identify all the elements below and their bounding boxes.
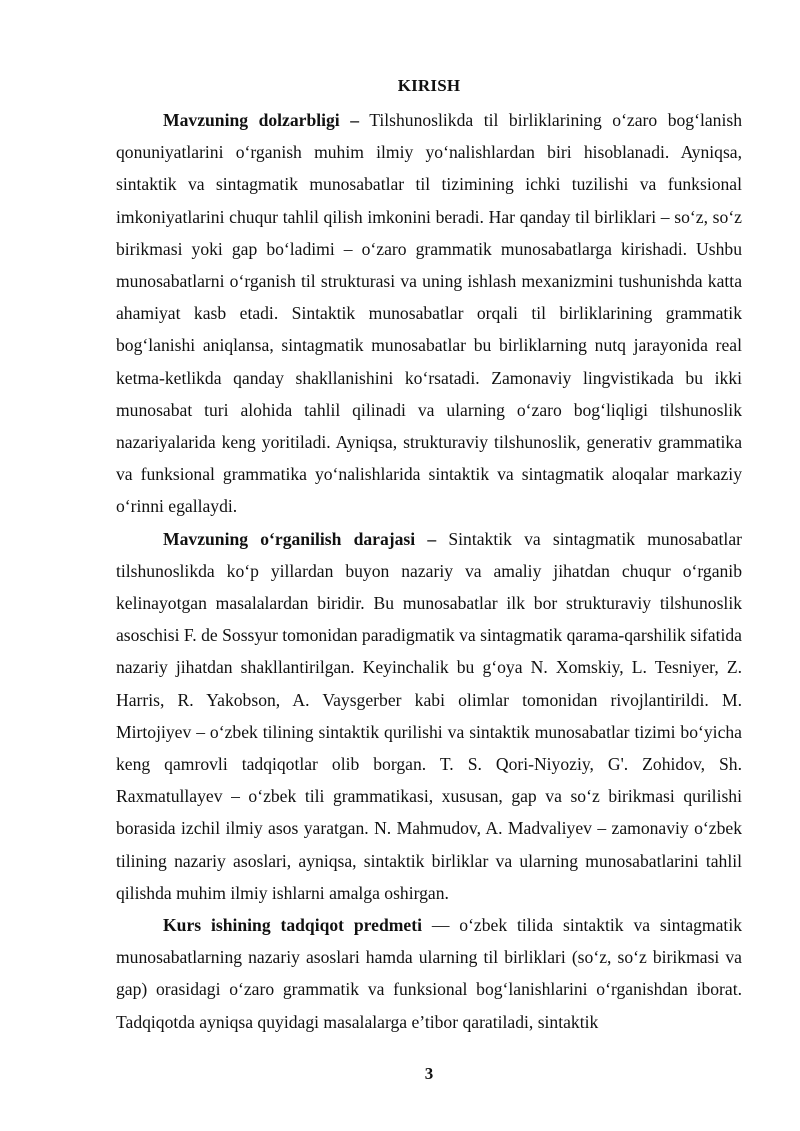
paragraph-research-subject xyxy=(116,909,742,1038)
paragraph-text: Tilshunoslikda til birliklarining o‘zaro bog‘lanish qonuniyatlarini o‘rganish muhim ilmiy yo‘nalishlardan biri hisoblanadi. Ayniqsa, sintaktik va sintagmatik munosabatlar til tizimining ichki tuzilishi va funksional imkoniyatlarini chuqur tahlil qilish imkonini beradi. Har qanday til birliklari – so‘z, so‘z birikmasi yoki gap bo‘ladimi – o‘zaro grammatik munosabatlarga kirishadi. Ushbu munosabatlarni o‘rganish til strukturasi va uning ishlash mexanizmini tushunishda katta ahamiyat kasb etadi. Sintaktik munosabatlar orqali til birliklarining grammatik bog‘lanishi aniqlansa, sintagmatik munosabatlar bu birliklarning nutq jarayonida real ketma-ketlikda qanday shakllanishini ko‘rsatadi. Zamonaviy lingvistikada bu ikki munosabat turi alohida tahlil qilinadi va ularning o‘zaro bog‘liqligi tilshunoslik nazariyalarida keng yoritiladi. Ayniqsa, strukturaviy tilshunoslik, generativ grammatika va funksional grammatika yo‘nalishlarida sintaktik va sintagmatik aloqalar markaziy o‘rinni egallaydi. xyxy=(116,110,742,517)
paragraph-text: Sintaktik va sintagmatik munosabatlar tilshunoslikda ko‘p yillardan buyon nazariy va amaliy jihatdan chuqur o‘rganib kelinayotgan masalalardan biridir. Bu munosabatlar ilk bor strukturaviy tilshunoslik asoschisi F. de Sossyur tomonidan paradigmatik va sintagmatik qarama-qarshilik sifatida nazariy jihatdan shakllantirilgan. Keyinchalik bu g‘oya N. Xomskiy, L. Tesniyer, Z. Harris, R. Yakobson, A. Vaysgerber kabi olimlar tomonidan rivojlantirildi. M. Mirtojiyev – o‘zbek tilining sintaktik qurilishi va sintaktik munosabatlar tizimi bo‘yicha keng qamrovli tadqiqotlar olib borgan. T. S. Qori-Niyoziy, G'. Zohidov, Sh. Raxmatullayev – o‘zbek tili grammatikasi, xususan, gap va so‘z birikmasi qurilishi borasida izchil ilmiy asos yaratgan. N. Mahmudov, A. Madvaliyev – zamonaviy o‘zbek tilining nazariy asoslari, ayniqsa, sintaktik birliklar va ularning munosabatlarini tahlil qilishda muhim ilmiy ishlarni amalga oshirgan. xyxy=(116,528,742,903)
paragraph-lead: Mavzuning o‘rganilish darajasi – xyxy=(163,528,437,549)
paragraph-lead: Kurs ishining tadqiqot predmeti xyxy=(163,915,422,936)
paragraph-text: — o‘zbek tilida sintaktik va sintagmatik munosabatlarning nazariy asoslari hamda ularning til birliklari (so‘z, so‘z birikmasi va gap) orasidagi o‘zaro grammatik va funksional bog‘lanishlarini o‘rganishdan iborat. Tadqiqotda ayniqsa quyidagi masalalarga e’tibor qaratiladi, sintaktik xyxy=(116,915,743,1032)
document-body xyxy=(116,104,742,1038)
paragraph-relevance xyxy=(116,104,742,523)
paragraph-lead: Mavzuning dolzarbligi – xyxy=(163,110,360,130)
page-number: 3 xyxy=(424,1064,434,1083)
section-heading: KIRISH xyxy=(397,76,461,95)
paragraph-study-degree xyxy=(116,523,742,909)
